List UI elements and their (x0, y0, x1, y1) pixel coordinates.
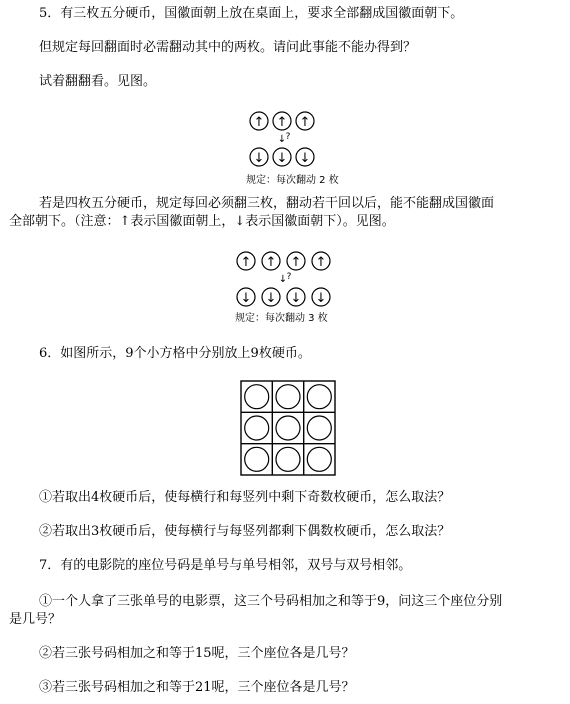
question-7-1-line-2: 是几号？ (9, 612, 62, 627)
figure-1-caption: 规定：每次翻动 2 枚 (246, 175, 339, 186)
question-7-3: ③若三张号码相加之和等于21呢，三个座位各是几号？ (39, 680, 355, 695)
figure-2-caption: 规定：每次翻动 3 枚 (235, 313, 328, 324)
problem-5-line-1: 5．有三枚五分硬币，国徽面朝上放在桌面上，要求全部翻成国徽面朝下。 (39, 6, 464, 21)
question-6-1: ①若取出4枚硬币后，使每横行和每竖列中剩下奇数枚硬币，怎么取法？ (39, 490, 451, 505)
problem-5b-line-1: 若是四枚五分硬币，规定每回必须翻三枚，翻动若干回以后，能不能翻成国徽面 (39, 196, 495, 211)
coin-flip-figure-1 (240, 110, 340, 188)
question-7-1-line-1: ①一个人拿了三张单号的电影票，这三个号码相加之和等于9，问这三个座位分别 (39, 594, 503, 609)
question-7-2: ②若三张号码相加之和等于15呢，三个座位各是几号？ (39, 646, 355, 661)
up-arrow: ↑ (315, 255, 327, 270)
up-arrow: ↑ (240, 255, 252, 270)
problem-7-line-1: 7．有的电影院的座位号码是单号与单号相邻，双号与双号相邻。 (39, 558, 412, 573)
down-arrow: ↓ (265, 291, 277, 306)
problem-5b-line-2: 全部朝下。（注意：↑表示国徽面朝上，↓表示国徽面朝下）。见图。 (9, 214, 395, 229)
coin-flip-figure-2 (229, 249, 349, 325)
up-arrow: ↑ (290, 255, 302, 270)
coin-grid-figure (240, 380, 336, 476)
down-arrow: ↓ (315, 291, 327, 306)
question-mark: ? (285, 132, 291, 142)
up-arrow: ↑ (299, 115, 311, 130)
down-arrow: ↓ (290, 291, 302, 306)
question-mark: ? (286, 272, 292, 282)
question-6-2: ②若取出3枚硬币后，使每横行与每竖列都剩下偶数枚硬币，怎么取法？ (39, 524, 451, 539)
up-arrow: ↑ (265, 255, 277, 270)
up-arrow: ↑ (276, 115, 288, 130)
down-arrow: ↓ (299, 151, 311, 166)
problem-6-line-1: 6．如图所示，9个小方格中分别放上9枚硬币。 (39, 346, 311, 361)
problem-5-line-2: 但规定每回翻面时必需翻动其中的两枚。请问此事能不能办得到？ (39, 40, 417, 55)
problem-5-line-3: 试着翻翻看。见图。 (39, 74, 157, 89)
down-arrow: ↓ (253, 151, 265, 166)
transition-arrow: ↓ (277, 134, 287, 145)
down-arrow: ↓ (240, 291, 252, 306)
transition-arrow: ↓ (278, 274, 288, 285)
up-arrow: ↑ (253, 115, 265, 130)
down-arrow: ↓ (276, 151, 288, 166)
